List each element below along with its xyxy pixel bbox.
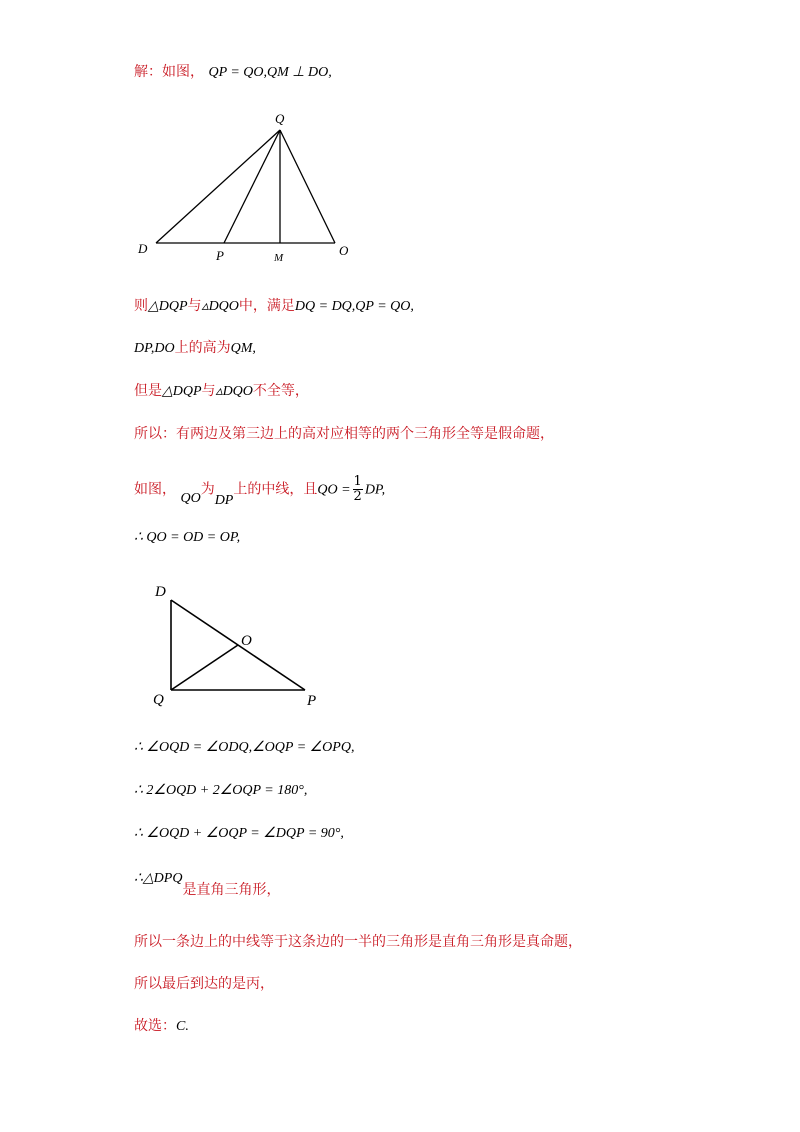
math-qm: QM, xyxy=(230,341,256,356)
comparison-line xyxy=(134,296,414,317)
math-equalities: DQ = DQ,QP = QO, xyxy=(294,299,414,314)
fraction-half xyxy=(353,475,363,504)
label-o: O xyxy=(339,243,349,258)
label-p: P xyxy=(307,693,317,709)
equal-segments-line: ∴ QO = OD = OP, xyxy=(134,530,241,545)
height-line xyxy=(134,338,256,359)
arrival-line: 所以最后到达的是丙， xyxy=(134,976,274,992)
label-m: M xyxy=(274,252,284,264)
right-angle-line: ∴ ∠OQD + ∠OQP = ∠DQP = 90°, xyxy=(134,826,344,841)
text-and: 与 xyxy=(187,298,202,314)
math-triangle-dqp: △DQP xyxy=(148,299,188,314)
math-dp-end: DP, xyxy=(364,482,386,498)
text-as-shown: 如图， xyxy=(134,481,176,498)
text-choose: 故选： xyxy=(134,1018,176,1034)
math-dp-do: DP,DO xyxy=(134,341,175,356)
label-d: D xyxy=(155,584,166,600)
label-d: D xyxy=(138,241,148,256)
math-triangle-dqo: ▵DQO xyxy=(201,299,239,314)
text-and: 与 xyxy=(201,383,216,399)
label-q: Q xyxy=(275,111,285,126)
text-satisfy: 中，满足 xyxy=(238,298,295,314)
figure-triangle-dqo xyxy=(130,108,370,268)
false-proposition-line: 所以：有两边及第三边上的高对应相等的两个三角形全等是假命题， xyxy=(134,426,554,442)
text-but: 但是 xyxy=(134,383,162,399)
text-is: 为 xyxy=(200,481,215,498)
math-triangle-dpq: ∴△DPQ xyxy=(134,871,183,886)
answer-line xyxy=(134,1016,189,1037)
segment-qp xyxy=(224,130,280,243)
text-not-congruent: 不全等， xyxy=(252,383,309,399)
true-proposition-line: 所以一条边上的中线等于这条边的一半的三角形是直角三角形是真命题， xyxy=(134,934,582,950)
segment-qo xyxy=(280,130,335,243)
text-median: 上的中线，且 xyxy=(233,481,318,498)
text-right-triangle: 是直角三角形， xyxy=(182,882,281,898)
segment-qo xyxy=(171,645,238,690)
figure-right-triangle xyxy=(145,578,335,713)
given-conditions: QP = QO,QM ⊥ DO, xyxy=(208,65,332,80)
label-p: P xyxy=(216,248,224,263)
math-qo: QO xyxy=(180,490,201,506)
answer-choice: C. xyxy=(176,1019,189,1034)
math-triangle-dqo: ▵DQO xyxy=(215,384,253,399)
math-triangle-dqp: △DQP xyxy=(162,384,202,399)
fraction-denominator: 2 xyxy=(353,489,362,504)
right-triangle-line xyxy=(134,868,281,898)
solution-label: 解：如图， xyxy=(134,64,204,80)
angle-sum-line: ∴ 2∠OQD + 2∠OQP = 180°, xyxy=(134,783,308,798)
solution-intro xyxy=(134,62,332,83)
label-o: O xyxy=(241,633,252,649)
text-then: 则 xyxy=(134,298,148,314)
math-qo-eq: QO = xyxy=(317,482,351,498)
segment-qd xyxy=(156,130,280,243)
not-congruent-line xyxy=(134,381,309,402)
math-dp: DP xyxy=(214,492,234,508)
angles-equal-line: ∴ ∠OQD = ∠ODQ,∠OQP = ∠OPQ, xyxy=(134,740,355,755)
fraction-numerator: 1 xyxy=(353,474,362,489)
text-height: 上的高为 xyxy=(174,340,231,356)
label-q: Q xyxy=(153,692,164,708)
median-line xyxy=(134,474,386,508)
